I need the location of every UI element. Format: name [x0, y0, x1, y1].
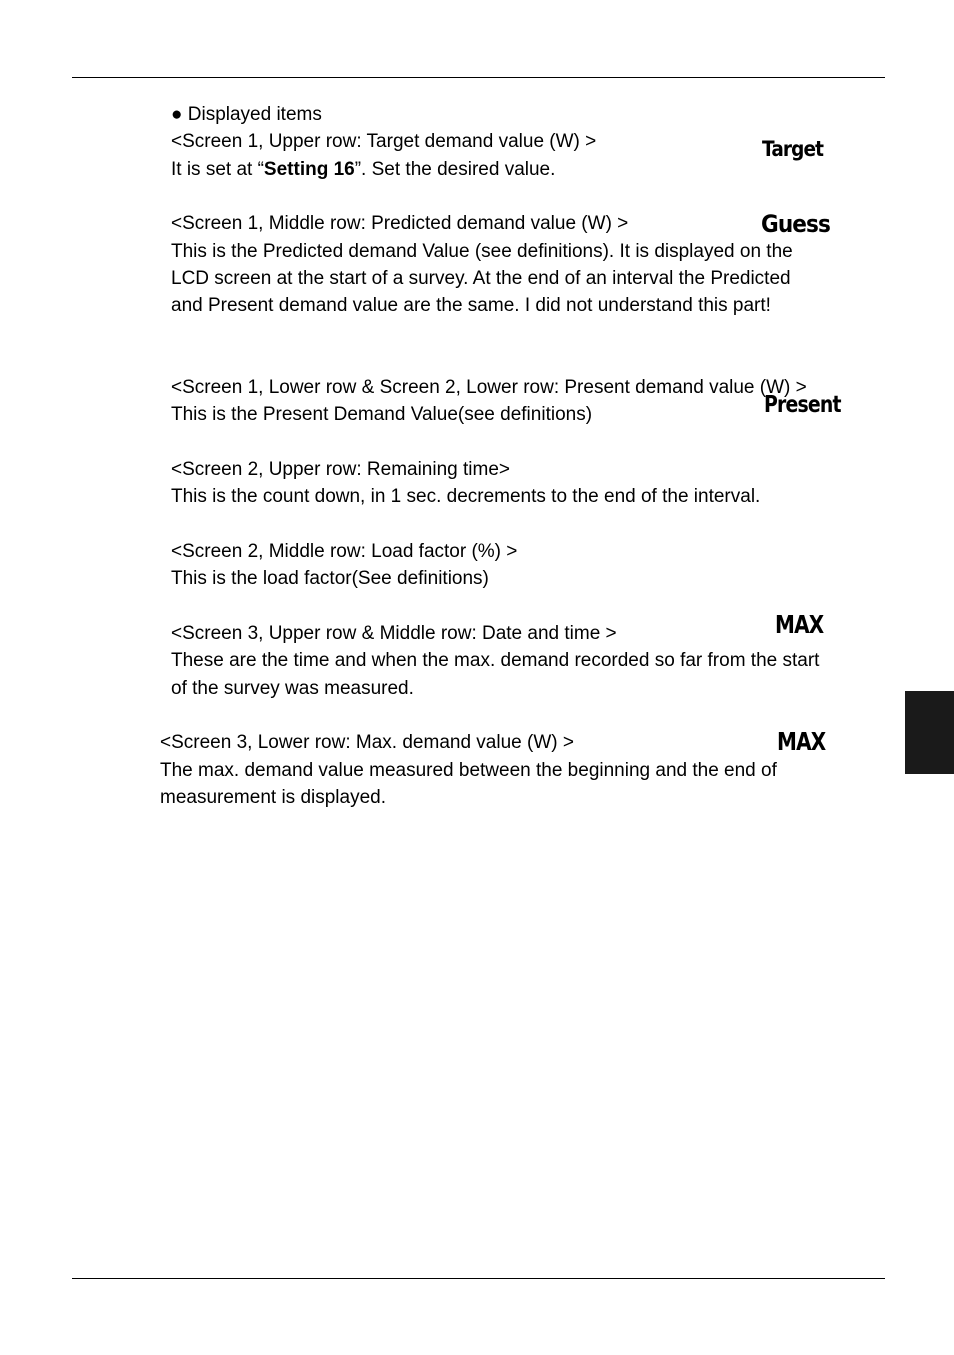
datetime-desc-1: These are the time and when the max. demand recorded so far from the start	[171, 650, 820, 671]
lcd-target-label: Target	[762, 137, 824, 161]
max-title: <Screen 3, Lower row: Max. demand value (W) >	[160, 732, 574, 753]
remaining-desc: This is the count down, in 1 sec. decrements to the end of the interval.	[171, 486, 761, 507]
chapter-tab	[905, 691, 954, 774]
datetime-desc-2: of the survey was measured.	[171, 678, 414, 699]
displayed-items-heading: ● Displayed items	[171, 104, 322, 125]
remaining-title: <Screen 2, Upper row: Remaining time>	[171, 459, 510, 480]
target-desc	[171, 159, 555, 181]
target-desc-post: ”. Set the desired value.	[354, 159, 556, 180]
load-title: <Screen 2, Middle row: Load factor (%) >	[171, 541, 518, 562]
lcd-max-label-2: MAX	[777, 727, 826, 756]
max-desc-1: The max. demand value measured between the beginning and the end of	[160, 760, 777, 781]
target-desc-pre: It is set at “	[171, 159, 264, 180]
header-rule	[72, 77, 885, 78]
present-desc: This is the Present Demand Value(see definitions)	[171, 404, 593, 425]
footer-rule	[72, 1278, 885, 1279]
datetime-title: <Screen 3, Upper row & Middle row: Date and time >	[171, 623, 617, 644]
target-title: <Screen 1, Upper row: Target demand value (W) >	[171, 131, 597, 152]
predicted-desc-1: This is the Predicted demand Value (see definitions). It is displayed on the	[171, 241, 793, 262]
target-desc-bold: Setting 16	[263, 159, 355, 180]
predicted-title: <Screen 1, Middle row: Predicted demand value (W) >	[171, 213, 629, 234]
lcd-present-label: Present	[764, 392, 841, 418]
present-title: <Screen 1, Lower row & Screen 2, Lower row: Present demand value (W) >	[171, 377, 807, 398]
lcd-guess-label: Guess	[761, 210, 830, 238]
load-desc: This is the load factor(See definitions)	[171, 568, 489, 589]
lcd-max-label-1: MAX	[775, 610, 824, 639]
max-desc-2: measurement is displayed.	[160, 787, 386, 808]
predicted-desc-2: LCD screen at the start of a survey. At the end of an interval the Predicted	[171, 268, 791, 289]
predicted-desc-3: and Present demand value are the same. I did not understand this part!	[171, 295, 771, 316]
